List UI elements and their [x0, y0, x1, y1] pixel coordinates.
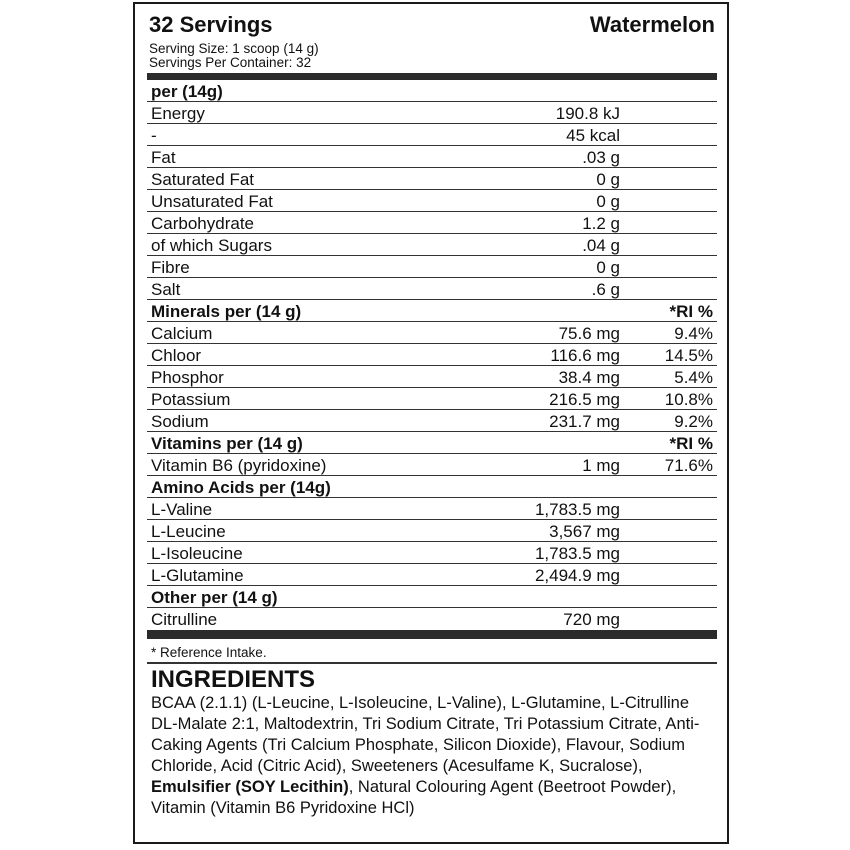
row-ri: 5.4% — [674, 368, 713, 387]
row-ri: 71.6% — [664, 456, 713, 475]
row-value: 231.7 mg — [549, 412, 620, 431]
row-label: Phosphor — [151, 368, 224, 387]
table-row — [147, 366, 717, 388]
row-label: Calcium — [151, 324, 213, 343]
ri-header: *RI % — [669, 434, 713, 453]
ingredients-text — [147, 693, 717, 819]
section-header-other — [147, 586, 717, 608]
nutrition-label — [147, 12, 717, 819]
table-row — [147, 102, 717, 124]
row-label: Salt — [151, 280, 181, 299]
section-label: Vitamins per (14 g) — [151, 434, 303, 453]
table-row — [147, 168, 717, 190]
row-ri: 14.5% — [664, 346, 713, 365]
row-label: Energy — [151, 104, 205, 123]
table-row — [147, 212, 717, 234]
section-label: Minerals per (14 g) — [151, 302, 302, 321]
row-value: .04 g — [582, 236, 620, 255]
row-label: - — [151, 126, 157, 145]
table-row — [147, 322, 717, 344]
row-value: .03 g — [582, 148, 620, 167]
section-label: per (14g) — [151, 82, 223, 101]
divider-bar — [147, 73, 717, 80]
table-row — [147, 542, 717, 564]
table-row — [147, 608, 717, 630]
section-header-amino-acids — [147, 476, 717, 498]
row-label: Fibre — [151, 258, 190, 277]
row-ri: 10.8% — [664, 390, 713, 409]
section-header-vitamins — [147, 432, 717, 454]
row-label: Sodium — [151, 412, 209, 431]
row-label: Saturated Fat — [151, 170, 255, 189]
section-label: Amino Acids per (14g) — [151, 478, 331, 497]
row-value: 116.6 mg — [550, 346, 620, 365]
row-value: 0 g — [596, 170, 620, 189]
footnote: * Reference Intake. — [151, 645, 267, 660]
table-row — [147, 146, 717, 168]
row-value: 2,494.9 mg — [534, 566, 620, 585]
table-row — [147, 498, 717, 520]
ingredients-title: INGREDIENTS — [151, 665, 316, 693]
section-header-nutrition — [147, 80, 717, 102]
row-label: Chloor — [151, 346, 202, 365]
row-value: 1.2 g — [582, 214, 620, 233]
row-value: 75.6 mg — [558, 324, 620, 343]
ingredients-part-2: , Natural Colouring Agent (Beetroot Powder), Vitamin (Vitamin B6 Pyridoxine HCl) — [151, 777, 677, 817]
row-value: 1 mg — [582, 456, 620, 475]
row-value: 1,783.5 mg — [534, 500, 620, 519]
table-row — [147, 388, 717, 410]
row-value: 216.5 mg — [549, 390, 620, 409]
row-value: .6 g — [591, 280, 620, 299]
section-label: Other per (14 g) — [151, 588, 278, 607]
label-header — [147, 12, 717, 42]
row-value: 0 g — [596, 258, 620, 277]
row-value: 190.8 kJ — [555, 104, 620, 123]
row-label: Unsaturated Fat — [151, 192, 273, 211]
section-header-minerals — [147, 300, 717, 322]
row-value: 38.4 mg — [558, 368, 620, 387]
table-row — [147, 190, 717, 212]
row-label: L-Valine — [151, 500, 213, 519]
servings-per-container: Servings Per Container: 32 — [149, 55, 312, 70]
row-ri: 9.2% — [674, 412, 713, 431]
row-value: 3,567 mg — [549, 522, 620, 541]
table-row — [147, 344, 717, 366]
row-label: Carbohydrate — [151, 214, 255, 233]
flavor-name: Watermelon — [589, 12, 715, 37]
row-label: Citrulline — [151, 610, 218, 629]
table-row — [147, 564, 717, 586]
ingredients-part-1: BCAA (2.1.1) (L-Leucine, L-Isoleucine, L-Valine), L-Glutamine, L-Citrulline DL-Malate 2:1, Maltodextrin, Tri Sodium Citrate, Tri Potassium Citrate, Anti-Caking Agents (Tri Calcium Phosphate, Silicon Dioxide), Flavour, Sodium Chloride, Acid (Citric Acid), Sweeteners (Acesulfame K, Sucralose), — [151, 693, 700, 775]
row-label: L-Leucine — [151, 522, 226, 541]
table-row — [147, 410, 717, 432]
row-value: 45 kcal — [566, 126, 620, 145]
servings-title: 32 Servings — [149, 12, 273, 37]
table-row — [147, 454, 717, 476]
row-label: L-Isoleucine — [151, 544, 243, 563]
ingredients-allergen: Emulsifier (SOY Lecithin) — [151, 777, 349, 796]
row-label: Vitamin B6 (pyridoxine) — [151, 456, 327, 475]
table-row — [147, 124, 717, 146]
row-value: 1,783.5 mg — [534, 544, 620, 563]
table-row — [147, 256, 717, 278]
row-value: 720 mg — [563, 610, 620, 629]
table-row — [147, 278, 717, 300]
row-label: Potassium — [151, 390, 231, 409]
row-value: 0 g — [596, 192, 620, 211]
row-label: of which Sugars — [151, 236, 272, 255]
table-row — [147, 520, 717, 542]
divider-bar — [147, 630, 717, 639]
row-label: L-Glutamine — [151, 566, 244, 585]
table-row — [147, 234, 717, 256]
serving-size: Serving Size: 1 scoop (14 g) — [149, 41, 319, 56]
row-ri: 9.4% — [674, 324, 713, 343]
ri-header: *RI % — [669, 302, 713, 321]
row-label: Fat — [151, 148, 176, 167]
divider-line — [147, 662, 717, 664]
